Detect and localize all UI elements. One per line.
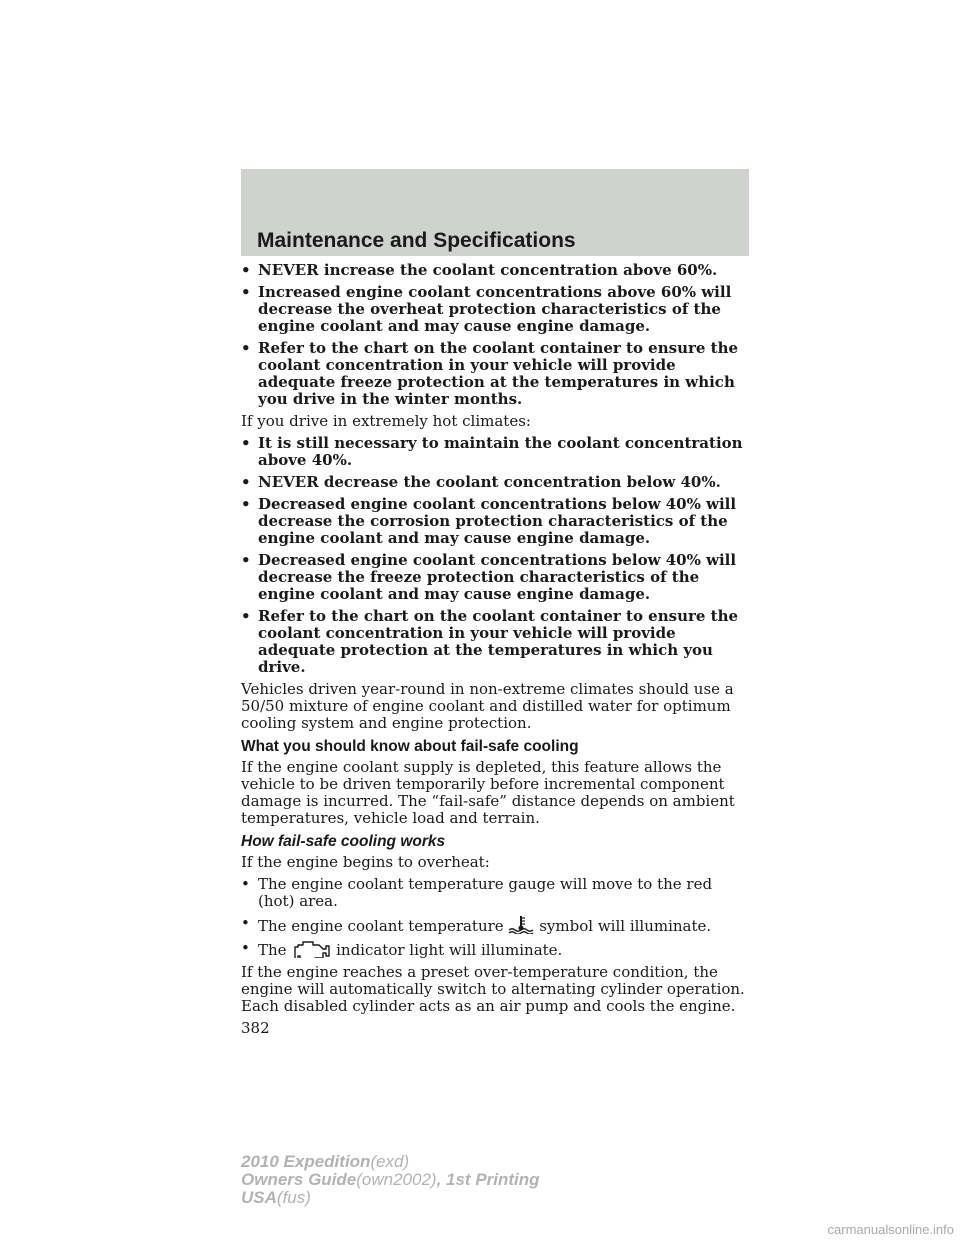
list-item: • Decreased engine coolant concentrations below 40% will decrease the corrosion protection characteristics of the engine coolant and may cause engine damage.: [241, 495, 737, 547]
paragraph-preset: If the engine reaches a preset over-temperature condition, the engine will automatically switch to alternating cylinder operation. Each disabled cylinder acts as an air pump and cools the engine.: [241, 963, 745, 1015]
bullet: •: [241, 607, 251, 625]
bullet: •: [241, 473, 251, 491]
subheading-how-it-works: How fail-safe cooling works: [241, 833, 446, 850]
list-item: • The indicator light will illuminate.: [241, 939, 563, 959]
bullet: •: [241, 283, 251, 301]
bullet: •: [241, 939, 250, 957]
footer-line-1: 2010 Expedition(exd): [241, 1152, 410, 1171]
list-item: • The engine coolant temperature symbol will illuminate.: [241, 914, 712, 935]
watermark: carmanualsonline.info: [827, 1222, 954, 1237]
paragraph-hot-climates: If you drive in extremely hot climates:: [241, 412, 531, 430]
page-number: 382: [241, 1019, 270, 1037]
bullet: •: [241, 914, 250, 932]
paragraph-failsafe: If the engine coolant supply is depleted, this feature allows the vehicle to be driven temporarily before incremental component damage is incurred. The “fail-safe” distance depends on ambient temperatures, vehicle load and terrain.: [241, 758, 735, 827]
footer-line-2: Owners Guide(own2002), 1st Printing: [241, 1170, 540, 1189]
list-item: • Refer to the chart on the coolant container to ensure the coolant concentration in your vehicle will provide adequate freeze protection at the temperatures in which you drive in the winter months.: [241, 339, 739, 408]
bullet: •: [241, 551, 251, 569]
bullet: •: [241, 261, 251, 279]
list-item: • The engine coolant temperature gauge will move to the red (hot) area.: [241, 875, 713, 910]
bullet: •: [241, 339, 251, 357]
heading-failsafe: What you should know about fail-safe cooling: [241, 738, 579, 755]
check-engine-icon: [291, 940, 331, 958]
list-item: • Decreased engine coolant concentrations below 40% will decrease the freeze protection characteristics of the engine coolant and may cause engine damage.: [241, 551, 737, 603]
list-item: • Refer to the chart on the coolant container to ensure the coolant concentration in your vehicle will provide adequate protection at the temperatures in which you drive.: [241, 607, 739, 676]
section-title: Maintenance and Specifications: [257, 229, 576, 252]
page-content: [241, 262, 753, 1042]
footer-line-3: USA(fus): [241, 1188, 311, 1207]
print-footer: [241, 1153, 540, 1207]
coolant-temperature-icon: [508, 915, 534, 934]
list-item: • Increased engine coolant concentrations above 60% will decrease the overheat protection characteristics of the engine coolant and may cause engine damage.: [241, 283, 732, 335]
bullet: •: [241, 875, 250, 893]
bullet: •: [241, 495, 251, 513]
list-item: • It is still necessary to maintain the coolant concentration above 40%.: [241, 434, 743, 469]
list-item: • NEVER decrease the coolant concentration below 40%.: [241, 473, 721, 491]
list-item: • NEVER increase the coolant concentration above 60%.: [241, 261, 718, 279]
paragraph-overheat: If the engine begins to overheat:: [241, 853, 490, 871]
paragraph-vehicles: Vehicles driven year-round in non-extreme climates should use a 50/50 mixture of engine coolant and distilled water for optimum cooling system and engine protection.: [241, 680, 734, 732]
bullet: •: [241, 434, 251, 452]
